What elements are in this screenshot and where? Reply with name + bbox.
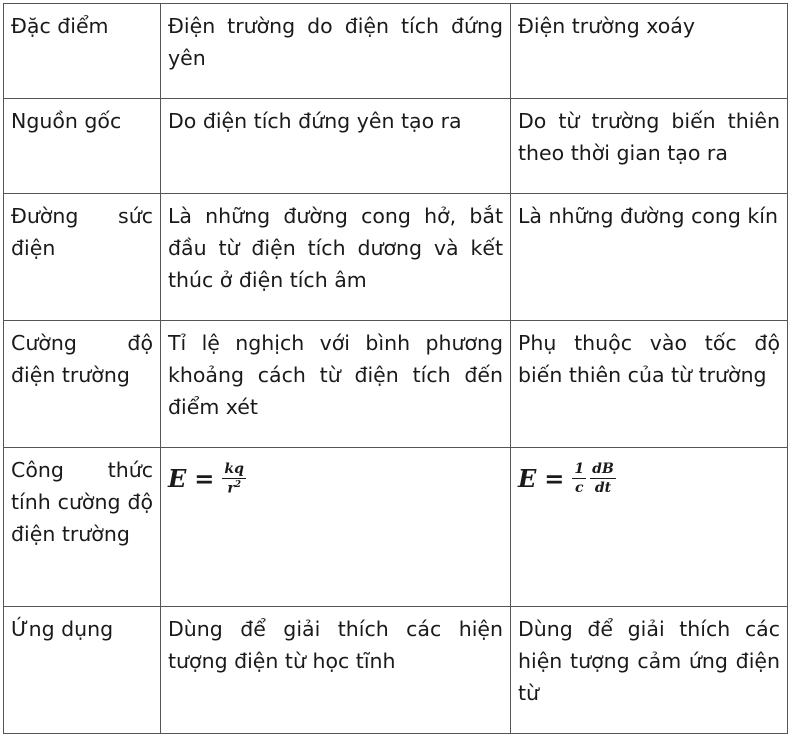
fraction-numerator: 1 bbox=[574, 461, 585, 477]
vortex-field-cell: Là những đường cong kín bbox=[511, 194, 788, 321]
formula-fraction bbox=[222, 462, 246, 496]
static-field-cell: Là những đường cong hở, bắt đầu từ điện tích dương và kết thúc ở điện tích âm bbox=[161, 194, 511, 321]
fraction-numerator: kq bbox=[224, 461, 244, 477]
table-header-row bbox=[4, 4, 788, 99]
header-cell-vortex-field: Điện trường xoáy bbox=[511, 4, 788, 99]
vortex-field-cell: Phụ thuộc vào tốc độ biến thiên của từ trường bbox=[511, 321, 788, 448]
static-field-cell: Dùng để giải thích các hiện tượng điện từ học tĩnh bbox=[161, 607, 511, 734]
feature-cell: Nguồn gốc bbox=[4, 99, 161, 194]
vortex-field-formula bbox=[518, 462, 620, 495]
feature-cell: Đường sức điện bbox=[4, 194, 161, 321]
table-row bbox=[4, 99, 788, 194]
formula-equals: = bbox=[544, 463, 565, 493]
denominator-exponent: 2 bbox=[234, 480, 241, 490]
table-row bbox=[4, 194, 788, 321]
fraction-numerator: dB bbox=[592, 461, 614, 477]
vortex-field-cell: Dùng để giải thích các hiện tượng cảm ứng điện từ bbox=[511, 607, 788, 734]
fraction-denominator bbox=[227, 479, 241, 496]
formula-lhs: E bbox=[168, 463, 187, 493]
fraction-denominator: c bbox=[575, 480, 584, 496]
formula-equals: = bbox=[194, 463, 215, 493]
fraction-denominator: dt bbox=[594, 480, 612, 496]
formula-lhs: E bbox=[518, 463, 537, 493]
vortex-field-cell: Do từ trường biến thiên theo thời gian tạo ra bbox=[511, 99, 788, 194]
table-row bbox=[4, 448, 788, 607]
table-row bbox=[4, 607, 788, 734]
static-field-cell: Tỉ lệ nghịch với bình phương khoảng cách từ điện tích đến điểm xét bbox=[161, 321, 511, 448]
header-cell-feature: Đặc điểm bbox=[4, 4, 161, 99]
table-row bbox=[4, 321, 788, 448]
static-field-formula-cell bbox=[161, 448, 511, 607]
coulomb-field-formula bbox=[168, 462, 250, 496]
comparison-table bbox=[3, 3, 788, 734]
vortex-field-formula-cell bbox=[511, 448, 788, 607]
formula-fraction-2 bbox=[590, 462, 616, 495]
header-cell-static-field: Điện trường do điện tích đứng yên bbox=[161, 4, 511, 99]
feature-cell: Ứng dụng bbox=[4, 607, 161, 734]
feature-cell: Công thức tính cường độ điện trường bbox=[4, 448, 161, 607]
feature-cell: Cường độ điện trường bbox=[4, 321, 161, 448]
denominator-base: r bbox=[227, 480, 235, 497]
formula-fraction-1 bbox=[572, 462, 586, 495]
static-field-cell: Do điện tích đứng yên tạo ra bbox=[161, 99, 511, 194]
